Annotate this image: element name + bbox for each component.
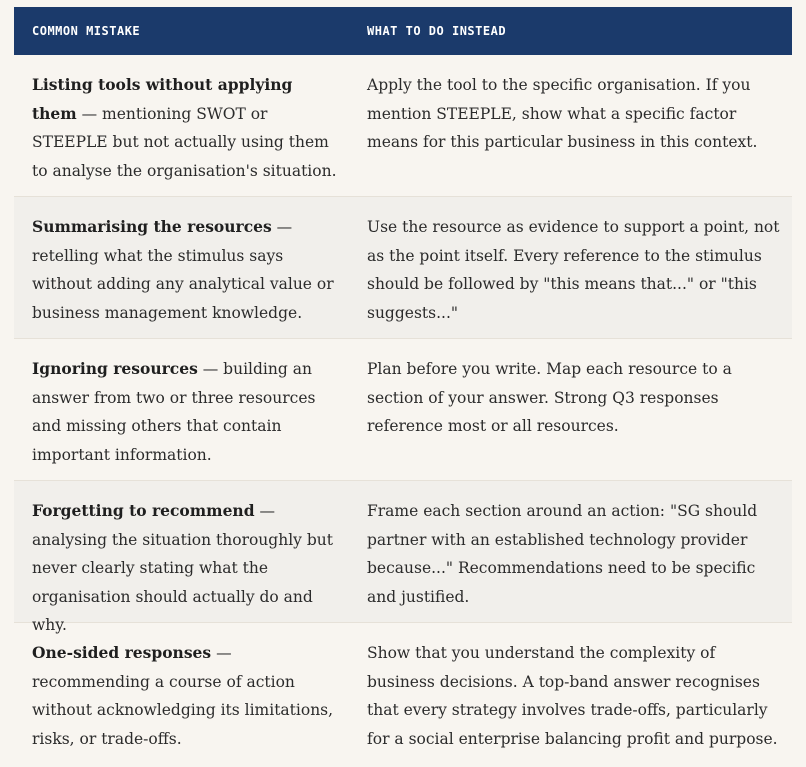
table-row (14, 339, 792, 481)
table-row (14, 481, 792, 634)
mistakes-table (14, 7, 792, 765)
header-common-mistake: COMMON MISTAKE (32, 24, 141, 38)
mistake-title: Forgetting to recommend (32, 501, 255, 520)
mistake-title: Listing tools without applying them (32, 75, 293, 123)
fix-cell: Show that you understand the complexity of business decisions. A top-band answer recognises that every strategy involves trade-offs, particularly for a social enterprise balancing profit and purpose. (367, 644, 778, 748)
mistake-cell (14, 197, 349, 338)
mistake-title: Ignoring resources (32, 359, 198, 378)
mistake-title: Summarising the resources (32, 217, 272, 236)
table-header (14, 7, 792, 55)
mistake-cell (14, 481, 349, 634)
fix-cell: Apply the tool to the specific organisation. If you mention STEEPLE, show what a specific factor means for this particular business in this context. (367, 76, 758, 151)
mistake-cell (14, 55, 349, 196)
table-row (14, 197, 792, 339)
table-row (14, 55, 792, 197)
fix-cell: Plan before you write. Map each resource to a section of your answer. Strong Q3 responses reference most or all resources. (367, 360, 732, 435)
fix-cell: Frame each section around an action: "SG should partner with an established technology provider because..." Recommendations need to be specific and justified. (367, 502, 758, 606)
mistake-description: — retelling what the stimulus says without adding any analytical value or business management knowledge. (32, 218, 334, 322)
mistake-cell (14, 339, 349, 480)
table-row (14, 623, 792, 765)
mistake-description: — building an answer from two or three resources and missing others that contain important information. (32, 360, 316, 464)
fix-cell: Use the resource as evidence to support a point, not as the point itself. Every reference to the stimulus should be followed by "this means that..." or "this suggests..." (367, 218, 780, 322)
mistake-description: — mentioning SWOT or STEEPLE but not actually using them to analyse the organisation's situation. (32, 104, 337, 180)
mistake-title: One-sided responses (32, 643, 212, 662)
mistake-cell (14, 623, 349, 765)
mistake-description: — analysing the situation thoroughly but never clearly stating what the organisation should actually do and why. (32, 502, 333, 634)
mistake-description: — recommending a course of action without acknowledging its limitations, risks, or trade-offs. (32, 644, 334, 748)
header-what-to-do-instead: WHAT TO DO INSTEAD (367, 24, 507, 38)
